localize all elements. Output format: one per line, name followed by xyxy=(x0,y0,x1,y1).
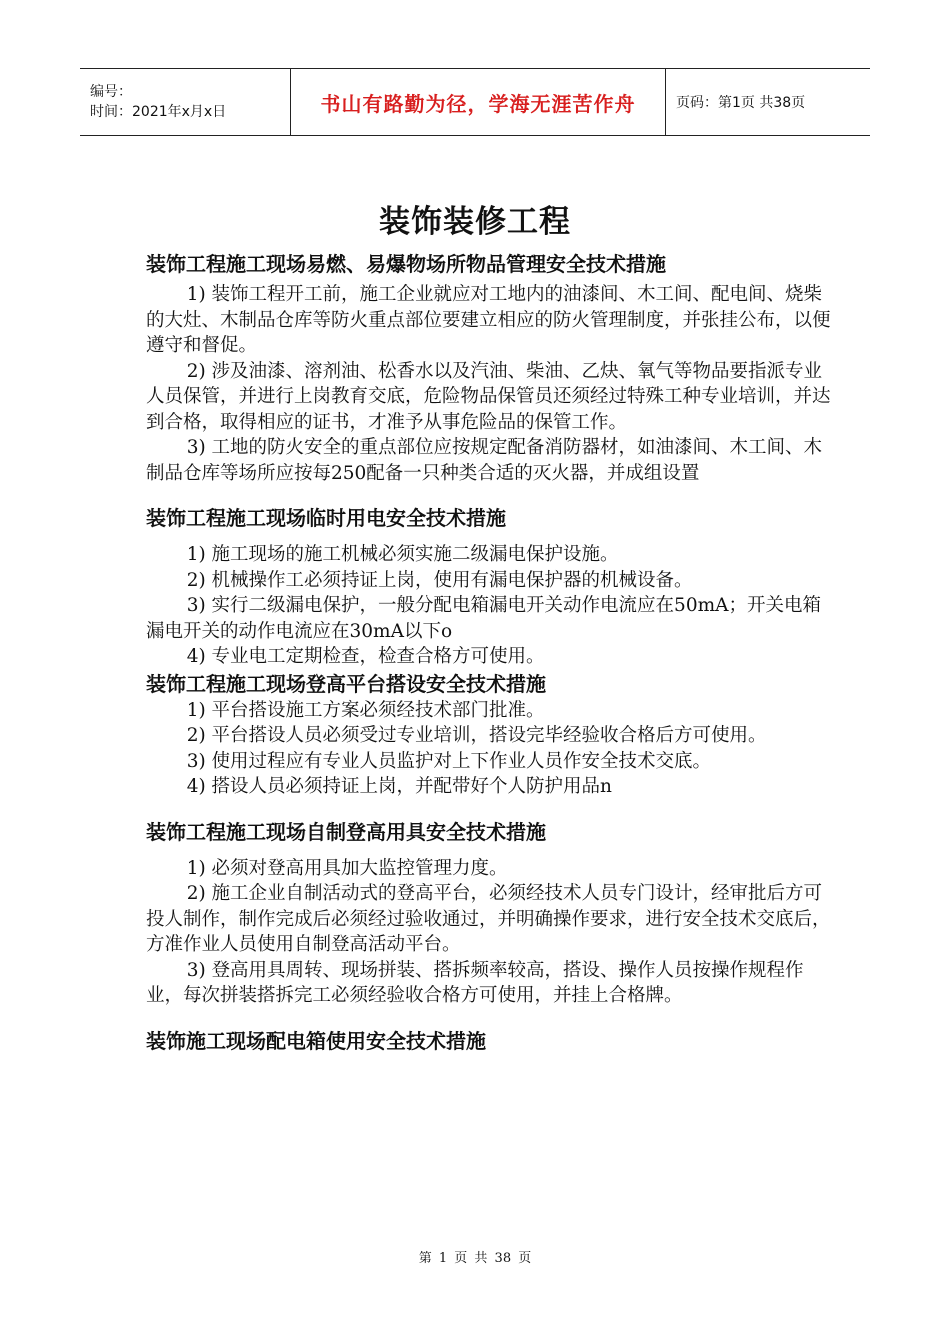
number-label: 编号： xyxy=(90,84,132,100)
paragraph: 2) 机械操作工必须持证上岗，使用有漏电保护器的机械设备。 xyxy=(186,569,693,591)
section-heading: 装饰工程施工现场自制登高用具安全技术措施 xyxy=(146,819,546,844)
header-page-info: 页码：第1页 共38页 xyxy=(666,69,871,136)
document-title: 装饰装修工程 xyxy=(379,204,571,240)
paragraph: 2) 涉及油漆、溶剂油、松香水以及汽油、柴油、乙炔、氧气等物品要指派专业人员保管，并进行上岗教育交底，危险物品保管员还须经过特殊工种专业培训，并达到合格，取得相应的证书，才准予从事危险品的保管工作。 xyxy=(146,360,831,433)
paragraph: 4) 专业电工定期检查，检查合格方可使用。 xyxy=(186,646,545,667)
section-heading: 装饰工程施工现场易燃、易爆物场所物品管理安全技术措施 xyxy=(146,252,666,276)
paragraph: 3) 登高用具周转、现场拼装、搭拆频率较高，搭设、操作人员按操作规程作业，每次拼装搭拆完工必须经验收合格方可使用，并挂上合格牌。 xyxy=(146,959,804,1006)
document-body xyxy=(146,250,836,1055)
paragraph: 4) 搭设人员必须持证上岗，并配带好个人防护用品n xyxy=(186,776,612,797)
paragraph: 1) 装饰工程开工前，施工企业就应对工地内的油漆间、木工间、配电间、烧柴的大灶、木制品仓库等防火重点部位要建立相应的防火管理制度，并张挂公布，以便遵守和督促。 xyxy=(146,284,831,356)
paragraph: 1) 必须对登高用具加大监控管理力度。 xyxy=(186,857,508,879)
header-table xyxy=(80,68,870,136)
section-heading: 装饰工程施工现场登高平台搭设安全技术措施 xyxy=(146,671,546,696)
paragraph: 2) 施工企业自制活动式的登高平台，必须经技术人员专门设计，经审批后方可投人制作，制作完成后必须经过验收通过，并明确操作要求，进行安全技术交底后，方准作业人员使用自制登高活动平台。 xyxy=(146,883,831,955)
page-footer: 第 1 页 共 38 页 xyxy=(418,1251,532,1266)
paragraph: 1) 施工现场的施工机械必须实施二级漏电保护设施。 xyxy=(186,544,619,565)
paragraph: 1) 平台搭设施工方案必须经技术部门批准。 xyxy=(186,699,545,721)
section-heading: 装饰施工现场配电箱使用安全技术措施 xyxy=(146,1028,486,1053)
paragraph: 3) 使用过程应有专业人员监护对上下作业人员作安全技术交底。 xyxy=(186,750,712,772)
paragraph: 3) 工地的防火安全的重点部位应按规定配备消防器材，如油漆间、木工间、木制品仓库等场所应按每250配备一只种类合适的灭火器，并成组设置 xyxy=(146,437,823,484)
header-motto: 书山有路勤为径，学海无涯苦作舟 xyxy=(291,69,666,136)
paragraph: 3) 实行二级漏电保护，一般分配电箱漏电开关动作电流应在50mA；开关电箱漏电开关的动作电流应在30mA以下o xyxy=(146,595,822,642)
time-label: 时间：2021年x月x日 xyxy=(90,104,227,120)
paragraph: 2) 平台搭设人员必须受过专业培训，搭设完毕经验收合格后方可使用。 xyxy=(186,725,767,746)
section-heading: 装饰工程施工现场临时用电安全技术措施 xyxy=(146,506,506,530)
header-meta xyxy=(80,69,291,136)
